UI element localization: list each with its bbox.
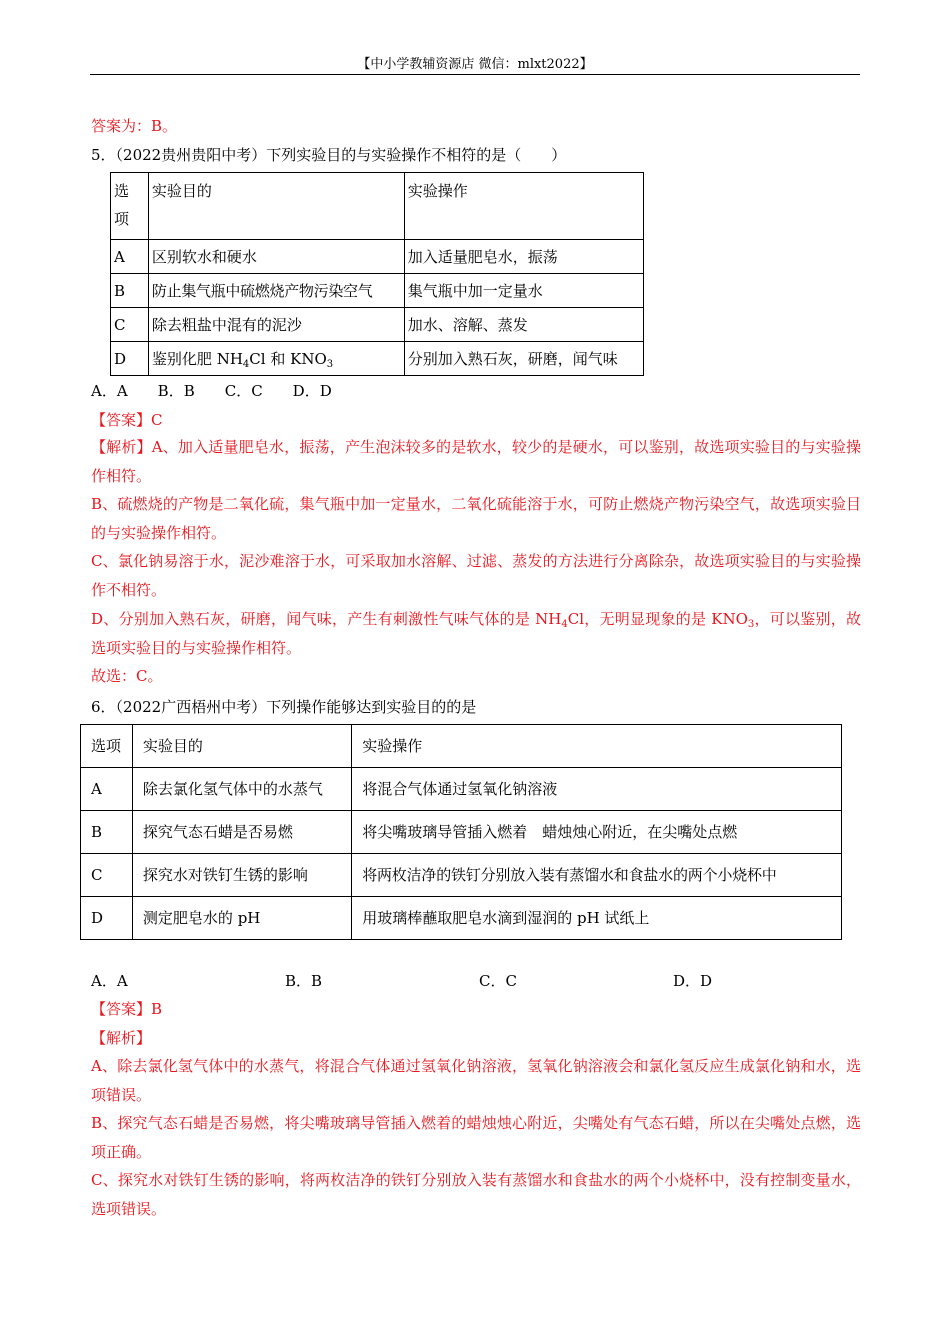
q6-option-a: A．A (91, 972, 128, 990)
q5-analysis-b: B、硫燃烧的产物是二氧化硫，集气瓶中加一定量水，二氧化硫能溶于水，可防止燃烧产物污染空气，故选项实验目的与实验操作相符。 (91, 495, 861, 542)
q5-answer: 【答案】C (91, 411, 163, 429)
table-cell: A (81, 768, 133, 811)
table-cell: D (81, 897, 133, 940)
q5-analysis-a: 【解析】A、加入适量肥皂水，振荡，产生泡沫较多的是软水，较少的是硬水，可以鉴别，故选项实验目的与实验操作相符。 (91, 438, 861, 485)
table-cell: B (111, 274, 149, 308)
table-cell: 用玻璃棒蘸取肥皂水滴到湿润的 pH 试纸上 (352, 897, 842, 940)
table-cell: 除去粗盐中混有的泥沙 (148, 308, 404, 342)
q6-option-c: C．C (479, 972, 517, 990)
table-cell: 集气瓶中加一定量水 (404, 274, 643, 308)
table-cell: 探究水对铁钉生锈的影响 (132, 854, 351, 897)
q6-option-d: D．D (673, 972, 713, 990)
previous-answer: 答案为：B。 (91, 117, 178, 135)
q6-analysis-b: B、探究气态石蜡是否易燃，将尖嘴玻璃导管插入燃着的蜡烛烛心附近，尖嘴处有气态石蜡，所以在尖嘴处点燃，选项正确。 (91, 1114, 861, 1161)
q5-options: A．A B．B C．C D．D (91, 382, 332, 400)
table-header-row (81, 725, 842, 768)
table-row (111, 274, 644, 308)
table-row (81, 768, 842, 811)
q6-analysis-title: 【解析】 (91, 1029, 152, 1047)
q5-analysis-d: D、分别加入熟石灰，研磨，闻气味，产生有刺激性气味气体的是 $NH_4Cl$，无明显现象的是 $KNO_3$，可以鉴别，故选项实验目的与实验操作相符。 (91, 610, 861, 657)
table-row (81, 811, 842, 854)
table-cell: 区别软水和硬水 (148, 240, 404, 274)
table-row (81, 897, 842, 940)
table-cell: 将尖嘴玻璃导管插入燃着 蜡烛烛心附近，在尖嘴处点燃 (352, 811, 842, 854)
q5-conclusion: 故选：C。 (91, 667, 163, 685)
q6-analysis-c: C、探究水对铁钉生锈的影响，将两枚洁净的铁钉分别放入装有蒸馏水和食盐水的两个小烧杯中，没有控制变量水，选项错误。 (91, 1171, 861, 1218)
table-cell: D (111, 342, 149, 376)
table-cell: B (81, 811, 133, 854)
q6-analysis-a: A、除去氯化氢气体中的水蒸气，将混合气体通过氢氧化钠溶液，氢氧化钠溶液会和氯化氢反应生成氯化钠和水，选项错误。 (91, 1057, 861, 1104)
q6-col-option: 选项 (81, 725, 133, 768)
table-cell: 加入适量肥皂水，振荡 (404, 240, 643, 274)
q5-stem: 5．（2022贵州贵阳中考）下列实验目的与实验操作不相符的是（ ） (91, 146, 567, 164)
table-cell: 探究气态石蜡是否易燃 (132, 811, 351, 854)
q5-table (110, 172, 644, 376)
table-row (111, 308, 644, 342)
page-header: 【中小学教辅资源店 微信：mlxt2022】 (357, 57, 593, 72)
table-cell: 加水、溶解、蒸发 (404, 308, 643, 342)
q6-col-operation: 实验操作 (352, 725, 842, 768)
q6-table (80, 724, 842, 940)
q5-col-option: 选 项 (111, 173, 149, 240)
table-cell: C (111, 308, 149, 342)
table-row (81, 854, 842, 897)
q6-stem: 6．（2022广西梧州中考）下列操作能够达到实验目的的是 (91, 698, 477, 716)
q5-col-purpose: 实验目的 (148, 173, 404, 240)
header-divider (90, 74, 860, 75)
table-cell: 除去氯化氢气体中的水蒸气 (132, 768, 351, 811)
table-header-row (111, 173, 644, 240)
q6-option-b: B．B (285, 972, 323, 990)
q5-analysis-c: C、氯化钠易溶于水，泥沙难溶于水，可采取加水溶解、过滤、蒸发的方法进行分离除杂，故选项实验目的与实验操作不相符。 (91, 552, 861, 599)
q6-col-purpose: 实验目的 (132, 725, 351, 768)
table-row (111, 240, 644, 274)
q6-answer: 【答案】B (91, 1000, 163, 1018)
q5-col-operation: 实验操作 (404, 173, 643, 240)
table-row (111, 342, 644, 376)
table-cell: 测定肥皂水的 pH (132, 897, 351, 940)
table-cell: 防止集气瓶中硫燃烧产物污染空气 (148, 274, 404, 308)
table-cell: 鉴别化肥 $NH_4Cl$ 和 $KNO_3$ (148, 342, 404, 376)
table-cell: 将两枚洁净的铁钉分别放入装有蒸馏水和食盐水的两个小烧杯中 (352, 854, 842, 897)
table-cell: A (111, 240, 149, 274)
table-cell: 将混合气体通过氢氧化钠溶液 (352, 768, 842, 811)
table-cell: 分别加入熟石灰，研磨，闻气味 (404, 342, 643, 376)
table-cell: C (81, 854, 133, 897)
